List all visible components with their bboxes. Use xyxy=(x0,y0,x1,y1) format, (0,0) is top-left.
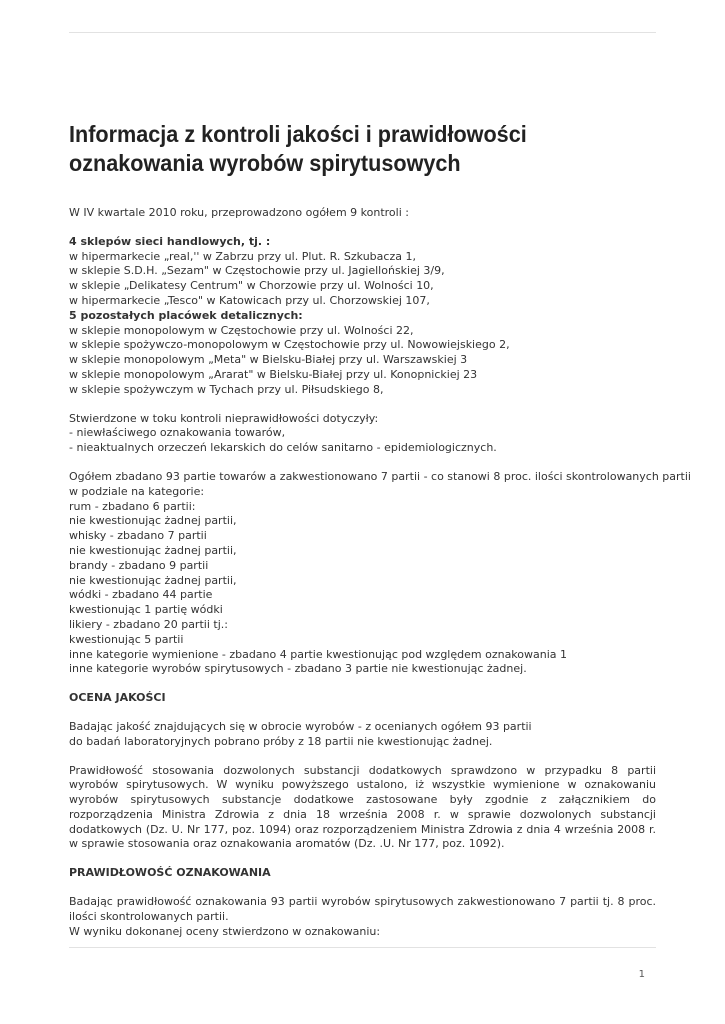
summary-line: nie kwestionując żadnej partii, xyxy=(69,573,237,587)
shops-heading: 5 pozostałych placówek detalicznych: xyxy=(69,308,303,322)
quality-line: do badań laboratoryjnych pobrano próby z 18 partii nie kwestionując żadnej. xyxy=(69,734,493,748)
page-title xyxy=(69,120,658,178)
irregularities-paragraph xyxy=(69,412,656,456)
header-divider xyxy=(69,32,656,33)
list-item: w sklepie monopolowym w Częstochowie przy ul. Wolności 22, xyxy=(69,323,414,337)
summary-line: likiery - zbadano 20 partii tj.: xyxy=(69,617,228,631)
summary-line: brandy - zbadano 9 partii xyxy=(69,558,209,572)
summary-line: wódki - zbadano 44 partie xyxy=(69,588,213,602)
labelling-text: Badając prawidłowość oznakowania 93 partii wyrobów spirytusowych zakwestionowano 7 partii tj. 8 proc. ilości skontrolowanych partii. xyxy=(69,895,656,923)
list-item: w hipermarkecie „real,'' w Zabrzu przy ul. Plut. R. Szkubacza 1, xyxy=(69,249,416,263)
list-item: w sklepie spożywczo-monopolowym w Częstochowie przy ul. Nowowiejskiego 2, xyxy=(69,338,510,352)
summary-line: kwestionując 5 partii xyxy=(69,632,184,646)
irregularities-line: - niewłaściwego oznakowania towarów, xyxy=(69,426,286,440)
summary-line: nie kwestionując żadnej partii, xyxy=(69,514,237,528)
summary-line: kwestionując 1 partię wódki xyxy=(69,603,223,617)
summary-line: inne kategorie wymienione - zbadano 4 partie kwestionując pod względem oznakowania 1 xyxy=(69,647,568,661)
summary-paragraph xyxy=(69,469,691,677)
summary-line: inne kategorie wyrobów spirytusowych - zbadano 3 partie nie kwestionując żadnej. xyxy=(69,662,527,676)
document-body xyxy=(69,120,691,939)
list-item: w sklepie monopolowym „Ararat" w Bielsku-Białej przy ul. Konopnickiej 23 xyxy=(69,367,478,381)
summary-line: whisky - zbadano 7 partii xyxy=(69,529,207,543)
quality-line: Badając jakość znajdujących się w obrocie wyrobów - z ocenianych ogółem 93 partii xyxy=(69,719,532,733)
additives-paragraph: Prawidłowość stosowania dozwolonych substancji dodatkowych sprawdzono w przypadku 8 partii wyrobów spirytusowych. W wyniku powyższego ustalono, iż wszystkie wymienione w oznakowaniu wyrobów spirytusowych substancje dodatkowe zastosowane były zgodnie z załącznikiem do rozporządzenia Ministra Zdrowia z dnia 18 września 2008 r. w sprawie dozwolonych substancji dodatkowych (Dz. U. Nr 177, poz. 1094) oraz rozporządzeniem Ministra Zdrowia z dnia 4 września 2008 r. w sprawie stosowania oraz oznakowania aromatów (Dz. .U. Nr 177, poz. 1092). xyxy=(69,763,656,851)
intro-paragraph: W IV kwartale 2010 roku, przeprowadzono ogółem 9 kontroli : xyxy=(69,206,409,219)
shops-heading: 4 sklepów sieci handlowych, tj. : xyxy=(69,234,271,248)
summary-line: Ogółem zbadano 93 partie towarów a zakwestionowano 7 partii - co stanowi 8 proc. ilości skontrolowanych partii xyxy=(69,469,691,483)
title-line-1: Informacja z kontroli jakości i prawidłowości xyxy=(69,121,527,147)
shops-list xyxy=(69,235,656,398)
summary-line: rum - zbadano 6 partii: xyxy=(69,499,196,513)
title-line-2: oznakowania wyrobów spirytusowych xyxy=(69,150,461,176)
list-item: w sklepie spożywczym w Tychach przy ul. Piłsudskiego 8, xyxy=(69,382,384,396)
irregularities-line: Stwierdzone w toku kontroli nieprawidłowości dotyczyły: xyxy=(69,411,379,425)
list-item: w sklepie monopolowym „Meta" w Bielsku-Białej przy ul. Warszawskiej 3 xyxy=(69,353,468,367)
page-number: 1 xyxy=(638,969,645,980)
labelling-result-line: W wyniku dokonanej oceny stwierdzono w oznakowaniu: xyxy=(69,924,381,938)
footer-divider xyxy=(69,947,656,948)
list-item: w sklepie „Delikatesy Centrum" w Chorzowie przy ul. Wolności 10, xyxy=(69,279,434,293)
list-item: w hipermarkecie „Tesco" w Katowicach przy ul. Chorzowskiej 107, xyxy=(69,293,430,307)
list-item: w sklepie S.D.H. „Sezam" w Częstochowie przy ul. Jagiellońskiej 3/9, xyxy=(69,264,445,278)
labelling-heading: PRAWIDŁOWOŚĆ OZNAKOWANIA xyxy=(69,866,271,880)
quality-intro xyxy=(69,720,656,750)
summary-line: nie kwestionując żadnej partii, xyxy=(69,543,237,557)
quality-heading: OCENA JAKOŚCI xyxy=(69,691,166,705)
irregularities-line: - nieaktualnych orzeczeń lekarskich do celów sanitarno - epidemiologicznych. xyxy=(69,441,497,455)
summary-line: w podziale na kategorie: xyxy=(69,484,205,498)
labelling-paragraph xyxy=(69,895,656,939)
